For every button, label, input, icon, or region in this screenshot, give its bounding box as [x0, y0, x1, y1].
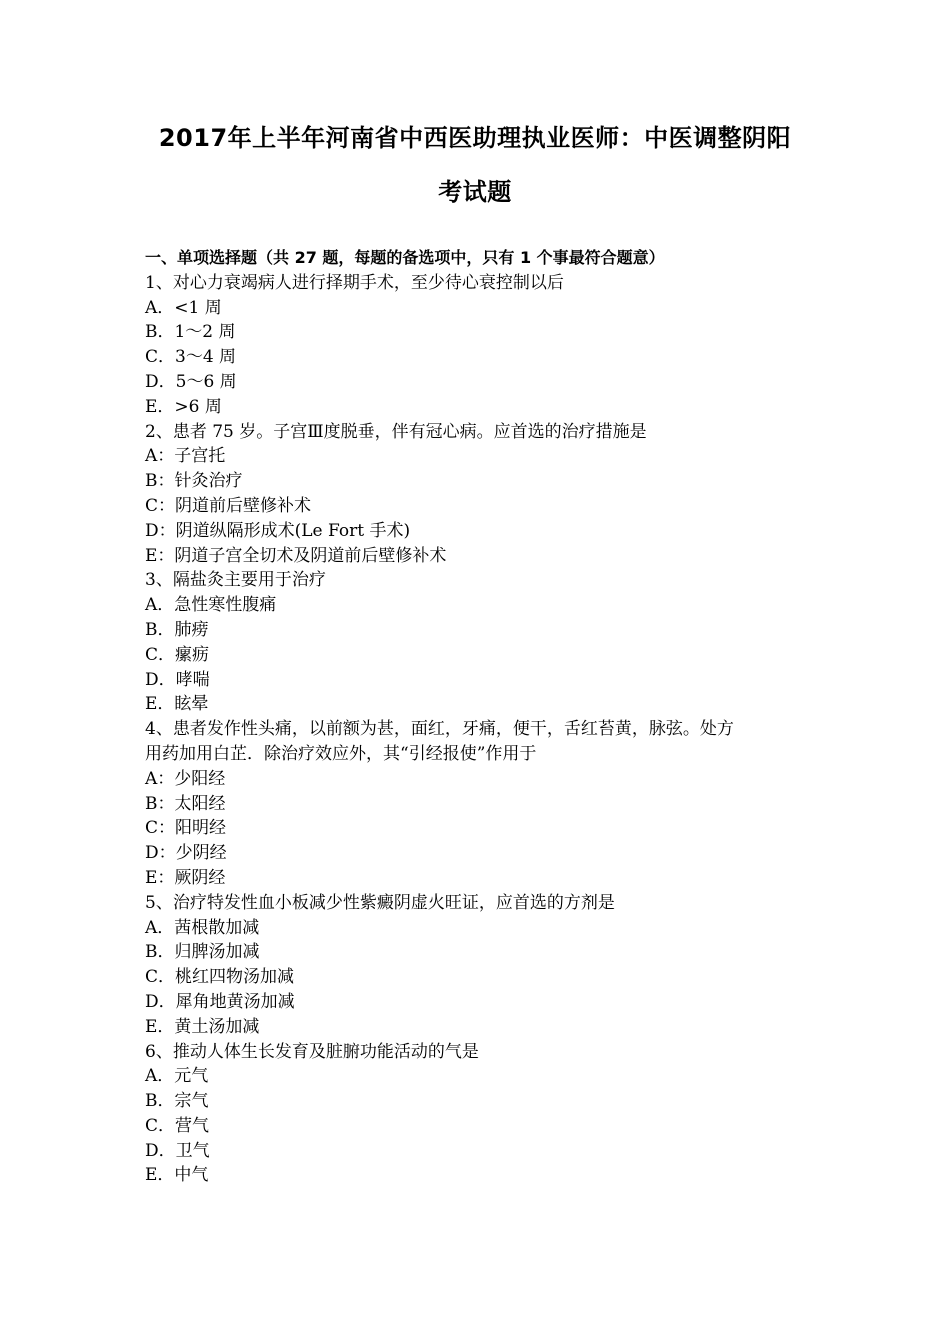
option-line: B．宗气 — [145, 1091, 209, 1112]
option-line: A：子宫托 — [145, 446, 226, 467]
option-line: D：少阴经 — [145, 843, 227, 864]
option-line: B：针灸治疗 — [145, 471, 243, 492]
option-line: E．中气 — [145, 1165, 209, 1186]
option-line: A．茜根散加减 — [145, 917, 260, 938]
option-line: B．1～2 周 — [145, 322, 236, 343]
option-line: E．黄土汤加减 — [145, 1016, 260, 1037]
option-line: D．卫气 — [145, 1140, 210, 1161]
question-4-continued: 用药加用白芷．除治疗效应外，其“引经报使”作用于 — [145, 743, 537, 764]
option-line: D．犀角地黄汤加减 — [145, 991, 295, 1012]
option-line: E：阴道子宫全切术及阴道前后壁修补术 — [145, 545, 447, 566]
option-line: E．眩晕 — [145, 694, 209, 715]
document-body — [145, 246, 815, 1188]
option-line: A．元气 — [145, 1066, 209, 1087]
question-6: 6、推动人体生长发育及脏腑功能活动的气是 — [145, 1041, 479, 1062]
option-line: A．<1 周 — [145, 297, 222, 318]
option-line: D：阴道纵隔形成术(Le Fort 手术) — [145, 520, 411, 541]
option-line: E．>6 周 — [145, 396, 222, 417]
option-line: B：太阳经 — [145, 793, 226, 814]
question-4: 4、患者发作性头痛，以前额为甚，面红，牙痛，便干，舌红苔黄，脉弦。处方 — [145, 719, 734, 740]
option-line: D．哮喘 — [145, 669, 210, 690]
option-line: D．5～6 周 — [145, 371, 237, 392]
option-line: A．急性寒性腹痛 — [145, 595, 277, 616]
option-line: A：少阳经 — [145, 768, 226, 789]
question-3: 3、隔盐灸主要用于治疗 — [145, 570, 326, 591]
option-line: B．归脾汤加减 — [145, 942, 260, 963]
option-line: C：阳明经 — [145, 818, 227, 839]
question-5: 5、治疗特发性血小板减少性紫癜阴虚火旺证，应首选的方剂是 — [145, 892, 615, 913]
question-1: 1、对心力衰竭病人进行择期手术，至少待心衰控制以后 — [145, 272, 564, 293]
section-heading: 一、单项选择题（共 27 题，每题的备选项中，只有 1 个事最符合题意） — [145, 248, 665, 267]
option-line: C：阴道前后壁修补术 — [145, 495, 312, 516]
option-line: C．桃红四物汤加减 — [145, 967, 295, 988]
option-line: B．肺痨 — [145, 619, 209, 640]
option-line: C．瘰疬 — [145, 644, 210, 665]
question-2: 2、患者 75 岁。子宫Ⅲ度脱垂，伴有冠心病。应首选的治疗措施是 — [145, 421, 647, 442]
option-line: E：厥阴经 — [145, 867, 226, 888]
option-line: C．营气 — [145, 1115, 210, 1136]
document-title-line-2: 考试题 — [438, 178, 512, 206]
option-line: C．3～4 周 — [145, 347, 237, 368]
document-title-line-1: 2017年上半年河南省中西医助理执业医师：中医调整阴阳 — [158, 124, 792, 152]
